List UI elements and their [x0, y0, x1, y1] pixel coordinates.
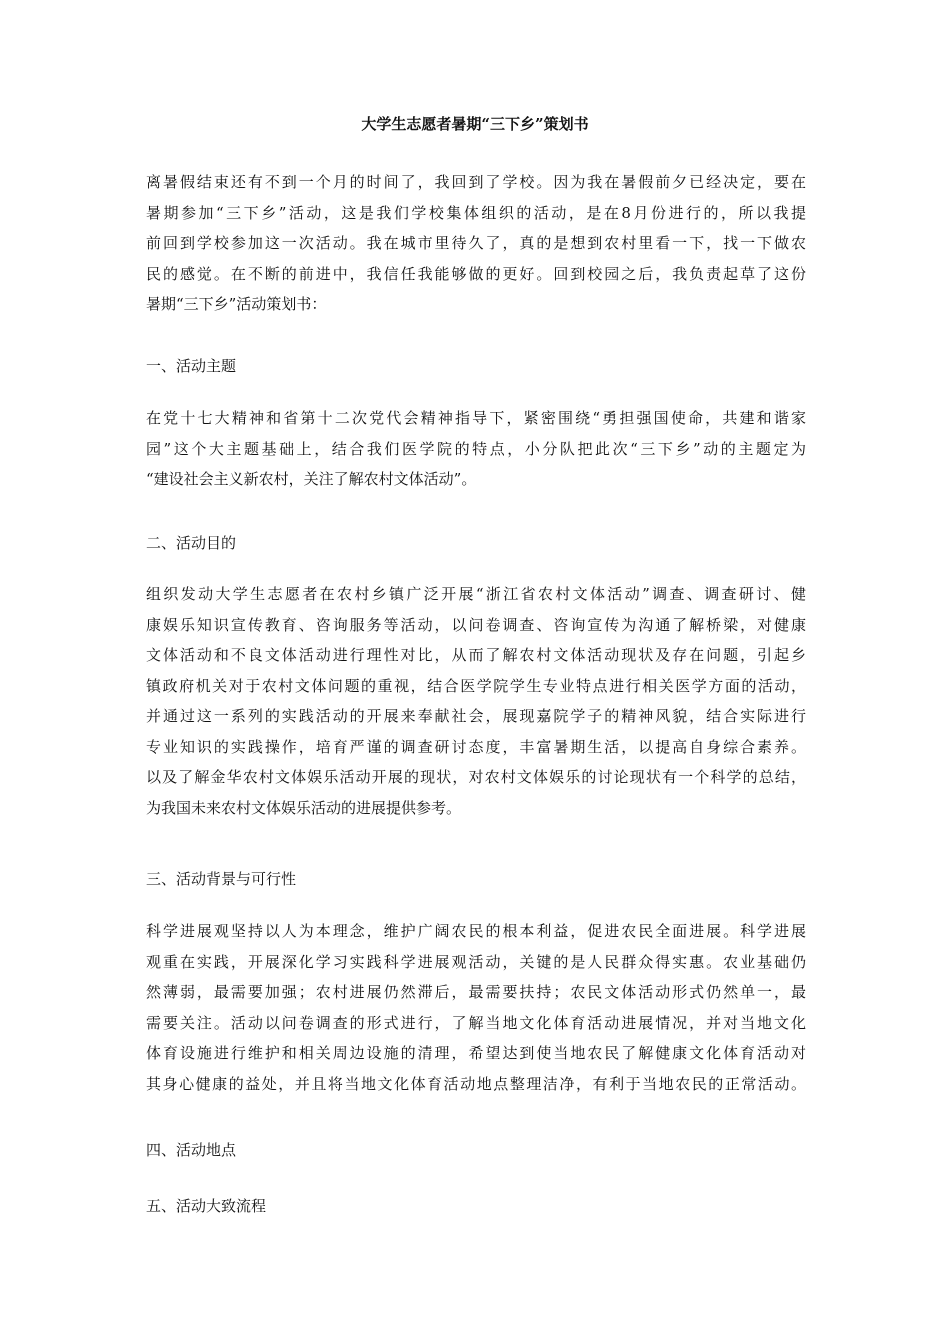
paragraph-line: 以及了解金华农村文体娱乐活动开展的现状，对农村文体娱乐的讨论现状有一个科学的总结，	[146, 768, 806, 786]
paragraph-line: 民的感觉。在不断的前进中，我信任我能够做的更好。回到校园之后，我负责起草了这份	[146, 264, 806, 283]
paragraph-line: 需要关注。活动以问卷调查的形式进行，了解当地文化体育活动进展情况，并对当地文化	[146, 1013, 806, 1032]
paragraph-line: 在党十七大精神和省第十二次党代会精神指导下，紧密围绕“勇担强国使命，共建和谐家	[146, 409, 806, 427]
section-paragraph-purpose	[146, 579, 806, 823]
intro-paragraph	[146, 167, 806, 320]
paragraph-line: 前回到学校参加这一次活动。我在城市里待久了，真的是想到农村里看一下，找一下做农	[146, 234, 806, 252]
paragraph-line: 暑期“三下乡”活动策划书：	[146, 295, 327, 313]
paragraph-line: 并通过这一系列的实践活动的开展来奉献社会，展现嘉院学子的精神风貌，结合实际进行	[146, 707, 806, 725]
paragraph-line: 观重在实践，开展深化学习实践科学进展观活动，关键的是人民群众得实惠。农业基础仍	[146, 952, 806, 971]
paragraph-line: 科学进展观坚持以人为本理念，维护广阔农民的根本利益，促进农民全面进展。科学进展	[146, 922, 806, 940]
paragraph-line: 组织发动大学生志愿者在农村乡镇广泛开展“浙江省农村文体活动”调查、调查研讨、健	[146, 585, 806, 603]
section-paragraph-background	[146, 916, 806, 1099]
document-title: 大学生志愿者暑期“三下乡”策划书	[361, 115, 589, 133]
paragraph-line: 体育设施进行维护和相关周边设施的清理，希望达到使当地农民了解健康文化体育活动对	[146, 1044, 806, 1062]
paragraph-line: 镇政府机关对于农村文体问题的重视，结合医学院学生专业特点进行相关医学方面的活动，	[146, 676, 806, 695]
section-heading-background: 三、活动背景与可行性	[146, 870, 297, 888]
paragraph-line: 其身心健康的益处，并且将当地文化体育活动地点整理洁净，有利于当地农民的正常活动。	[146, 1074, 806, 1093]
paragraph-line: “建设社会主义新农村，关注了解农村文体活动”。	[146, 470, 477, 488]
section-heading-location: 四、活动地点	[146, 1141, 237, 1159]
section-heading-process: 五、活动大致流程	[146, 1197, 267, 1215]
paragraph-line: 然薄弱，最需要加强；农村进展仍然滞后，最需要扶持；农民文体活动形式仍然单一，最	[146, 983, 806, 1001]
paragraph-line: 专业知识的实践操作，培育严谨的调查研讨态度，丰富暑期生活，以提高自身综合素养。	[146, 737, 806, 756]
section-heading-purpose: 二、活动目的	[146, 534, 237, 552]
section-paragraph-theme	[146, 403, 806, 495]
section-heading-theme: 一、活动主题	[146, 357, 237, 375]
paragraph-line: 文体活动和不良文体活动进行理性对比，从而了解农村文体活动现状及存在问题，引起乡	[146, 646, 806, 664]
paragraph-line: 暑期参加“三下乡”活动，这是我们学校集体组织的活动，是在8月份进行的，所以我提	[146, 203, 806, 222]
paragraph-line: 为我国未来农村文体娱乐活动的进展提供参考。	[146, 798, 462, 817]
paragraph-line: 康娱乐知识宣传教育、咨询服务等活动，以问卷调查、咨询宣传为沟通了解桥梁，对健康	[146, 615, 806, 634]
paragraph-line: 离暑假结束还有不到一个月的时间了，我回到了学校。因为我在暑假前夕已经决定，要在	[146, 173, 806, 191]
paragraph-line: 园”这个大主题基础上，结合我们医学院的特点，小分队把此次“三下乡”动的主题定为	[146, 439, 806, 458]
